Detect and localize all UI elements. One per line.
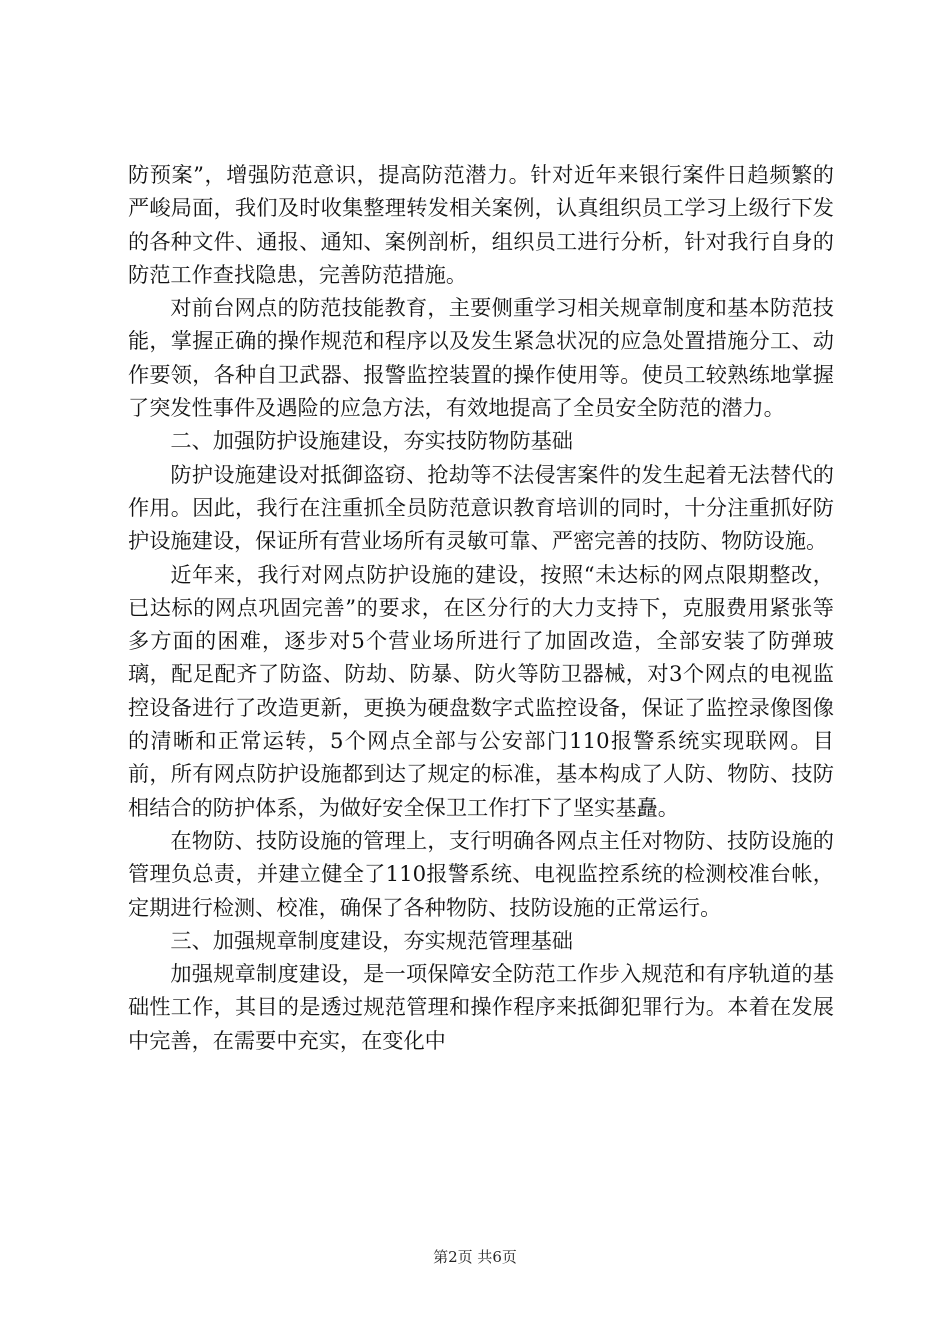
page-number-footer: 第2页 共6页 [433,1248,517,1266]
paragraph-1: 防预案”，增强防范意识，提高防范潜力。针对近年来银行案件日趋频繁的严峻局面，我们及时收集整理转发相关案例，认真组织员工学习上级行下发的各种文件、通报、通知、案例剖析，组织员工进行分析，针对我行自身的防范工作查找隐患，完善防范措施。 [128,162,834,287]
paragraph-4: 近年来，我行对网点防护设施的建设，按照“未达标的网点限期整改，已达标的网点巩固完善”的要求，在区分行的大力支持下，克服费用紧张等多方面的困难，逐步对5个营业场所进行了加固改造，全部安装了防弹玻璃，配足配齐了防盗、防劫、防暴、防火等防卫器械，对3个网点的电视监控设备进行了改造更新，更换为硬盘数字式监控设备，保证了监控录像图像的清晰和正常运转，5个网点全部与公安部门110报警系统实现联网。目前，所有网点防护设施都到达了规定的标准，基本构成了人防、物防、技防相结合的防护体系，为做好安全保卫工作打下了坚实基矗。 [128,561,834,820]
paragraph-2: 对前台网点的防范技能教育，主要侧重学习相关规章制度和基本防范技能，掌握正确的操作规范和程序以及发生紧急状况的应急处置措施分工、动作要领，各种自卫武器、报警监控装置的操作使用等。使员工较熟练地掌握了突发性事件及遇险的应急方法，有效地提高了全员安全防范的潜力。 [128,295,834,421]
section-heading-2: 二、加强防护设施建设，夯实技防物防基础 [170,428,573,454]
section-heading-3: 三、加强规章制度建设，夯实规范管理基础 [170,927,573,953]
paragraph-5: 在物防、技防设施的管理上，支行明确各网点主任对物防、技防设施的管理负总责，并建立健全了110报警系统、电视监控系统的检测校准台帐，定期进行检测、校准，确保了各种物防、技防设施的正常运行。 [128,827,834,920]
paragraph-6: 加强规章制度建设，是一项保障安全防范工作步入规范和有序轨道的基础性工作，其目的是透过规范管理和操作程序来抵御犯罪行为。本着在发展中完善，在需要中充实，在变化中 [128,961,834,1053]
paragraph-3: 防护设施建设对抵御盗窃、抢劫等不法侵害案件的发生起着无法替代的作用。因此，我行在注重抓全员防范意识教育培训的同时，十分注重抓好防护设施建设，保证所有营业场所有灵敏可靠、严密完善的技防、物防设施。 [128,461,834,554]
document-body [128,158,834,1057]
